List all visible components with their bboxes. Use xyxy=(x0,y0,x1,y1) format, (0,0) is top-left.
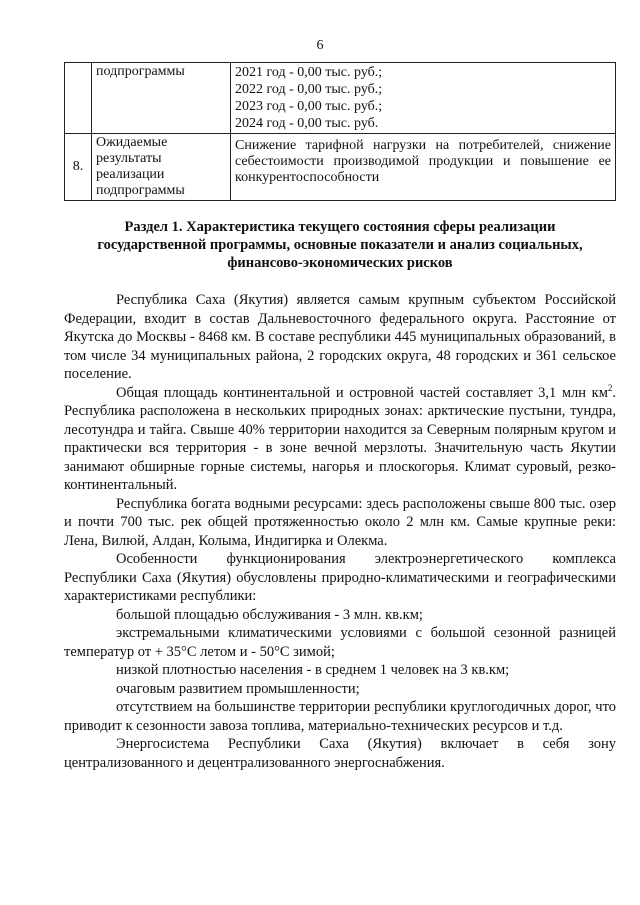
page-number: 6 xyxy=(316,38,324,53)
section-title-line: Раздел 1. Характеристика текущего состояния сферы реализации xyxy=(124,219,556,235)
table-cell-label xyxy=(92,134,231,201)
superscript-two: 2 xyxy=(607,382,613,393)
table-cell-financing-years xyxy=(231,63,616,134)
label-line: реализации xyxy=(96,167,165,182)
body-text xyxy=(64,291,616,772)
paragraph-territory xyxy=(64,384,616,495)
label-line: Ожидаемые xyxy=(96,135,168,150)
label-line: результаты xyxy=(96,151,162,166)
section-title xyxy=(64,218,616,272)
table-cell-expected-results: Снижение тарифной нагрузки на потребителей, снижение себестоимости производимой продукции и повышение ее конкурентоспособности xyxy=(231,134,616,201)
paragraph-water-resources: Республика богата водными ресурсами: здесь расположены свыше 800 тыс. озер и почти 700 тыс. рек общей протяженностью около 2 млн км. Самые крупные реки: Лена, Вилюй, Алдан, Колыма, Индигирка и Олекма. xyxy=(64,495,616,549)
table-row-financing-continued xyxy=(65,63,616,134)
list-item-population-density: низкой плотностью населения - в среднем 1 человек на 3 кв.км; xyxy=(116,662,510,678)
paragraph-energy-system: Энергосистема Республики Саха (Якутия) включает в себя зону централизованного и децентрализованного энергоснабжения. xyxy=(64,736,616,771)
section-title-line: финансово-экономических рисков xyxy=(227,255,453,271)
list-item-roads: отсутствием на большинстве территории республики круглогодичных дорог, что приводит к сезонности завоза топлива, материально-технических ресурсов и т.д. xyxy=(64,699,616,734)
paragraph-territory-start: Общая площадь континентальной и островной частей составляет 3,1 млн км xyxy=(116,384,608,401)
subprogram-passport-table xyxy=(64,62,616,201)
table-row-expected-results xyxy=(65,134,616,201)
table-cell-number-empty xyxy=(65,63,92,134)
paragraph-energy-features: Особенности функционирования электроэнергетического комплекса Республики Саха (Якутия) обусловлены природно-климатическими и географическими характеристиками республики: xyxy=(64,551,616,604)
table-cell-label: подпрограммы xyxy=(92,63,231,134)
list-item-industry: очаговым развитием промышленности; xyxy=(116,680,360,697)
paragraph-overview: Республика Саха (Якутия) является самым крупным субъектом Российской Федерации, входит в состав Дальневосточного федерального округа. Расстояние от Якутска до Москвы - 8468 км. В составе республики 445 муниципальных образований, в том числе 34 муниципальных района, 2 городских округа, 48 городских и 361 сельское поселение. xyxy=(64,292,616,382)
list-item-service-area: большой площадью обслуживания - 3 млн. кв.км; xyxy=(116,606,423,623)
section-title-line: государственной программы, основные показатели и анализ социальных, xyxy=(97,237,583,253)
financing-line-2023: 2023 год - 0,00 тыс. руб.; xyxy=(235,99,383,114)
label-line: подпрограммы xyxy=(96,183,185,198)
list-item-climate: экстремальными климатическими условиями с большой сезонной разницей температур от + 35°С летом и - 50°С зимой; xyxy=(64,625,616,660)
table-cell-number: 8. xyxy=(65,134,92,201)
paragraph-territory-end: . Республика расположена в нескольких природных зонах: арктические пустыни, тундра, лесотундра и тайга. Свыше 40% территории находится за Северным полярным кругом и практически вся территория - в зоне вечной мерзлоты. Значительную часть Якутии занимают обширные горные системы, нагорья и плоскогорья. Климат суровый, резко-континентальный. xyxy=(64,384,616,493)
financing-line-2022: 2022 год - 0,00 тыс. руб.; xyxy=(235,82,383,97)
financing-line-2021: 2021 год - 0,00 тыс. руб.; xyxy=(235,65,383,80)
financing-line-2024: 2024 год - 0,00 тыс. руб. xyxy=(235,116,379,131)
